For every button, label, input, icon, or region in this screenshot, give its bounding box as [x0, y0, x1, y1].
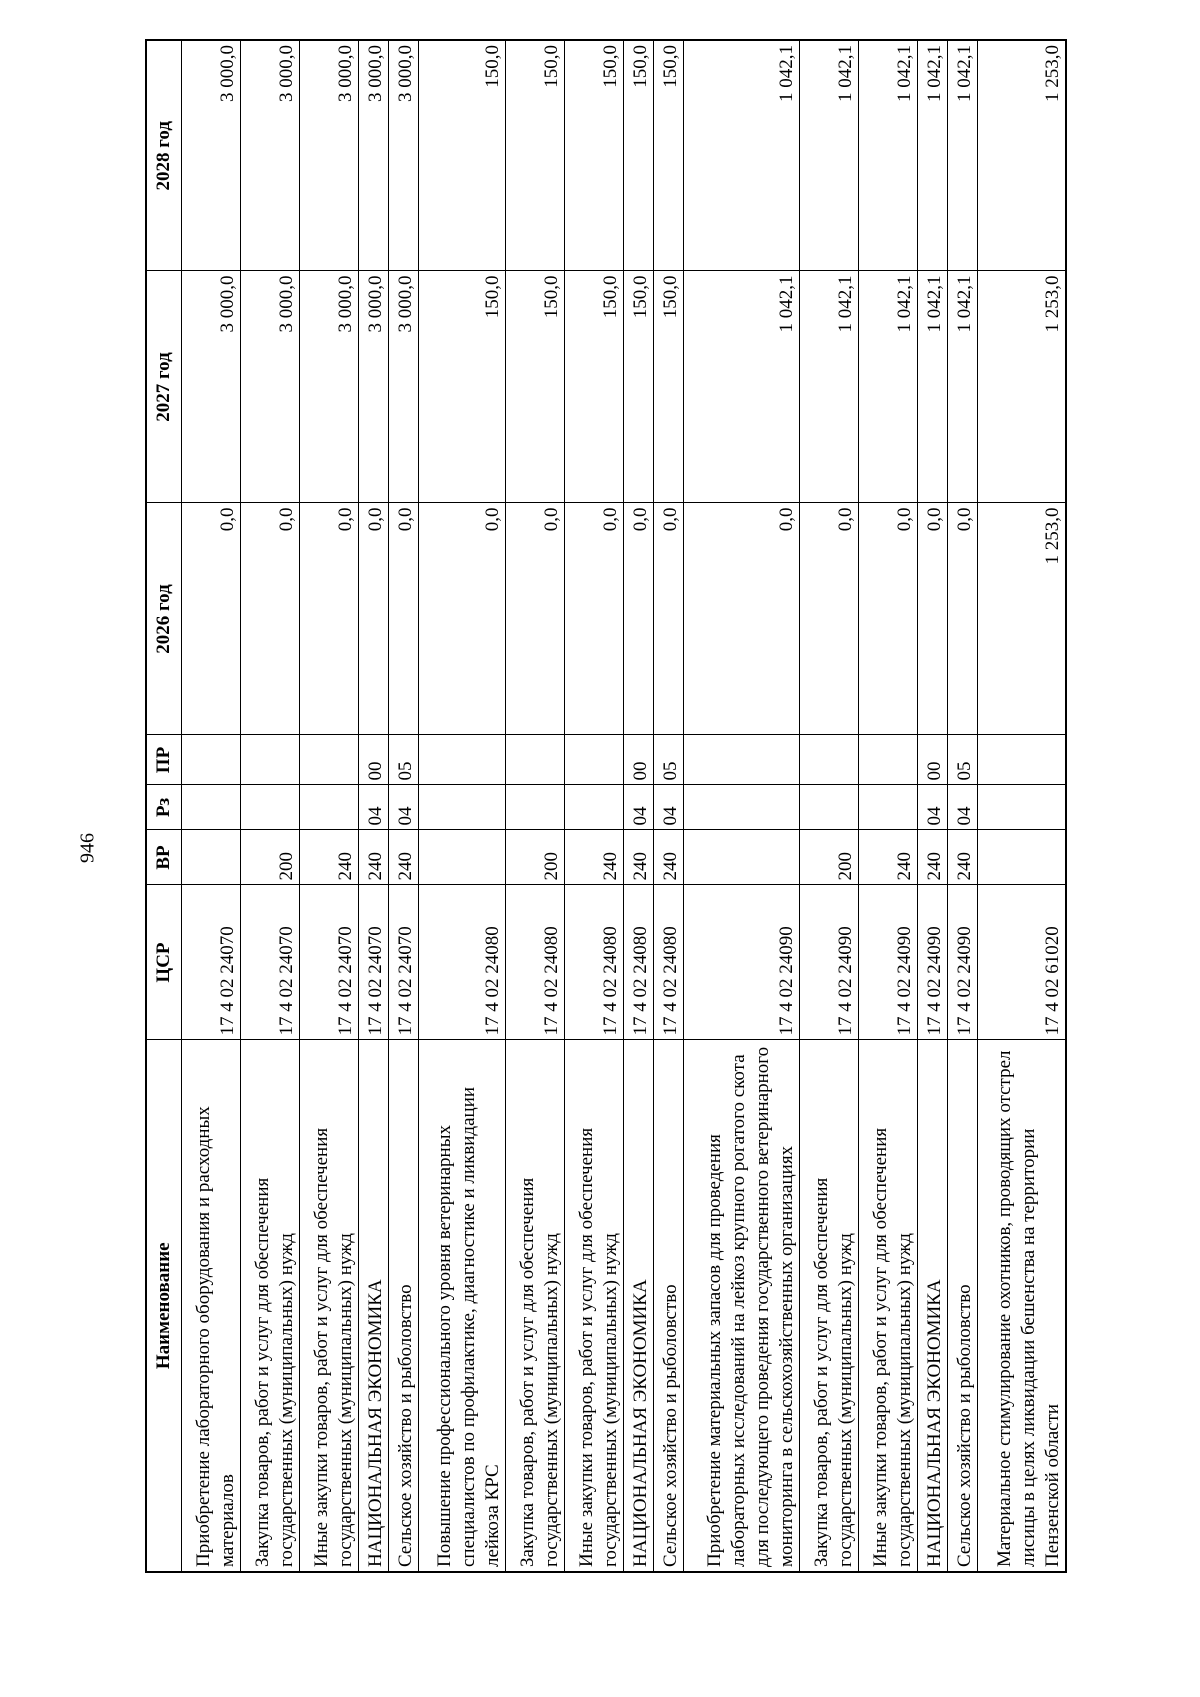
row-2026: 0,0 [859, 503, 918, 735]
row-rz [299, 785, 358, 830]
row-pr: 05 [948, 735, 978, 785]
row-2028: 150,0 [506, 40, 565, 271]
row-name: НАЦИОНАЛЬНАЯ ЭКОНОМИКА [358, 1040, 388, 1572]
row-pr: 05 [388, 735, 418, 785]
row-pr [299, 735, 358, 785]
row-name: Приобретение лабораторного оборудования и расходных материалов [182, 1040, 241, 1572]
row-name: Иные закупки товаров, работ и услуг для обеспечения государственных (муниципальных) нужд [299, 1040, 358, 1572]
row-pr [418, 735, 506, 785]
row-2026: 0,0 [653, 503, 683, 735]
row-name: Иные закупки товаров, работ и услуг для обеспечения государственных (муниципальных) нужд [565, 1040, 624, 1572]
table-row [565, 40, 624, 1572]
row-2027: 1 042,1 [918, 271, 948, 503]
row-2027: 150,0 [653, 271, 683, 503]
row-rz: 04 [388, 785, 418, 830]
row-vr [418, 830, 506, 885]
row-2027: 1 042,1 [800, 271, 859, 503]
row-2028: 3 000,0 [182, 40, 241, 271]
row-name: НАЦИОНАЛЬНАЯ ЭКОНОМИКА [623, 1040, 653, 1572]
table-row [388, 40, 418, 1572]
row-2026: 0,0 [800, 503, 859, 735]
row-csr: 17 4 02 24070 [388, 885, 418, 1040]
row-2028: 150,0 [565, 40, 624, 271]
row-2028: 150,0 [418, 40, 506, 271]
row-2026: 0,0 [418, 503, 506, 735]
row-csr: 17 4 02 24080 [565, 885, 624, 1040]
table-row [506, 40, 565, 1572]
row-2028: 3 000,0 [299, 40, 358, 271]
row-csr: 17 4 02 24070 [358, 885, 388, 1040]
row-2027: 3 000,0 [358, 271, 388, 503]
row-name: Сельское хозяйство и рыболовство [948, 1040, 978, 1572]
row-rz [683, 785, 799, 830]
row-2026: 0,0 [918, 503, 948, 735]
row-2027: 150,0 [565, 271, 624, 503]
row-2027: 1 253,0 [978, 271, 1066, 503]
row-csr: 17 4 02 24090 [800, 885, 859, 1040]
row-2027: 3 000,0 [182, 271, 241, 503]
row-2028: 1 042,1 [683, 40, 799, 271]
row-vr: 240 [948, 830, 978, 885]
header-csr: ЦСР [146, 885, 182, 1040]
header-row [146, 40, 182, 1572]
table-row [918, 40, 948, 1572]
row-vr: 240 [299, 830, 358, 885]
row-2026: 0,0 [388, 503, 418, 735]
row-vr: 240 [623, 830, 653, 885]
row-csr: 17 4 02 24080 [623, 885, 653, 1040]
row-vr: 240 [918, 830, 948, 885]
header-2026: 2026 год [146, 503, 182, 735]
row-rz [978, 785, 1066, 830]
row-csr: 17 4 02 24070 [299, 885, 358, 1040]
row-pr: 00 [358, 735, 388, 785]
row-vr: 240 [388, 830, 418, 885]
row-name: Материальное стимулирование охотников, проводящих отстрел лисицы в целях ликвидации бешенства на территории Пензенской области [978, 1040, 1066, 1572]
row-vr: 240 [565, 830, 624, 885]
row-name: Повышение профессионального уровня ветеринарных специалистов по профилактике, диагностике и ликвидации лейкоза КРС [418, 1040, 506, 1572]
row-2028: 150,0 [653, 40, 683, 271]
row-2027: 1 042,1 [948, 271, 978, 503]
row-pr [978, 735, 1066, 785]
table-row [978, 40, 1066, 1572]
table-row [948, 40, 978, 1572]
row-rz [506, 785, 565, 830]
row-csr: 17 4 02 24080 [653, 885, 683, 1040]
row-vr: 240 [358, 830, 388, 885]
header-2027: 2027 год [146, 271, 182, 503]
budget-table [145, 39, 1067, 1573]
row-name: Закупка товаров, работ и услуг для обеспечения государственных (муниципальных) нужд [506, 1040, 565, 1572]
row-2027: 1 042,1 [683, 271, 799, 503]
row-rz: 04 [918, 785, 948, 830]
table-row [240, 40, 299, 1572]
row-pr [859, 735, 918, 785]
row-2027: 150,0 [623, 271, 653, 503]
row-pr [182, 735, 241, 785]
row-pr [506, 735, 565, 785]
row-2028: 1 042,1 [859, 40, 918, 271]
row-2026: 0,0 [948, 503, 978, 735]
row-name: Закупка товаров, работ и услуг для обеспечения государственных (муниципальных) нужд [800, 1040, 859, 1572]
row-2028: 1 042,1 [800, 40, 859, 271]
header-name: Наименование [146, 1040, 182, 1572]
row-pr [565, 735, 624, 785]
table-row [683, 40, 799, 1572]
table-row [182, 40, 241, 1572]
table-row [623, 40, 653, 1572]
row-2026: 0,0 [299, 503, 358, 735]
row-name: Закупка товаров, работ и услуг для обеспечения государственных (муниципальных) нужд [240, 1040, 299, 1572]
row-2026: 0,0 [623, 503, 653, 735]
row-pr: 05 [653, 735, 683, 785]
row-2027: 3 000,0 [240, 271, 299, 503]
header-pr: ПР [146, 735, 182, 785]
table-row [299, 40, 358, 1572]
row-rz [565, 785, 624, 830]
row-pr [683, 735, 799, 785]
row-pr [240, 735, 299, 785]
row-2026: 0,0 [182, 503, 241, 735]
row-pr: 00 [918, 735, 948, 785]
row-csr: 17 4 02 61020 [978, 885, 1066, 1040]
row-vr: 240 [859, 830, 918, 885]
header-2028: 2028 год [146, 40, 182, 271]
row-rz [182, 785, 241, 830]
row-2027: 3 000,0 [388, 271, 418, 503]
row-csr: 17 4 02 24090 [948, 885, 978, 1040]
table-row [418, 40, 506, 1572]
row-rz [418, 785, 506, 830]
row-name: Сельское хозяйство и рыболовство [388, 1040, 418, 1572]
row-csr: 17 4 02 24090 [918, 885, 948, 1040]
row-rz [800, 785, 859, 830]
row-2028: 3 000,0 [388, 40, 418, 271]
header-vr: ВР [146, 830, 182, 885]
row-vr [978, 830, 1066, 885]
row-vr [683, 830, 799, 885]
row-name: НАЦИОНАЛЬНАЯ ЭКОНОМИКА [918, 1040, 948, 1572]
row-2026: 1 253,0 [978, 503, 1066, 735]
row-vr: 200 [240, 830, 299, 885]
row-rz: 04 [358, 785, 388, 830]
row-2027: 3 000,0 [299, 271, 358, 503]
row-csr: 17 4 02 24070 [182, 885, 241, 1040]
row-name: Сельское хозяйство и рыболовство [653, 1040, 683, 1572]
table-row [653, 40, 683, 1572]
row-rz: 04 [948, 785, 978, 830]
row-csr: 17 4 02 24070 [240, 885, 299, 1040]
row-name: Иные закупки товаров, работ и услуг для обеспечения государственных (муниципальных) нужд [859, 1040, 918, 1572]
row-2027: 1 042,1 [859, 271, 918, 503]
row-2028: 1 042,1 [918, 40, 948, 271]
rotated-table-container [145, 41, 1067, 1573]
row-rz [240, 785, 299, 830]
row-2028: 150,0 [623, 40, 653, 271]
row-vr [182, 830, 241, 885]
row-vr: 200 [800, 830, 859, 885]
table-row [800, 40, 859, 1572]
row-2028: 3 000,0 [358, 40, 388, 271]
header-rz: Рз [146, 785, 182, 830]
table-row [859, 40, 918, 1572]
row-2026: 0,0 [683, 503, 799, 735]
row-2027: 150,0 [418, 271, 506, 503]
row-csr: 17 4 02 24090 [859, 885, 918, 1040]
row-2028: 1 253,0 [978, 40, 1066, 271]
row-pr: 00 [623, 735, 653, 785]
row-vr: 200 [506, 830, 565, 885]
row-2028: 3 000,0 [240, 40, 299, 271]
row-csr: 17 4 02 24080 [506, 885, 565, 1040]
row-rz [859, 785, 918, 830]
table-row [358, 40, 388, 1572]
row-2027: 150,0 [506, 271, 565, 503]
row-csr: 17 4 02 24090 [683, 885, 799, 1040]
row-csr: 17 4 02 24080 [418, 885, 506, 1040]
row-pr [800, 735, 859, 785]
row-2026: 0,0 [240, 503, 299, 735]
row-2026: 0,0 [358, 503, 388, 735]
row-rz: 04 [653, 785, 683, 830]
row-name: Приобретение материальных запасов для проведения лабораторных исследований на лейкоз крупного рогатого скота для последующего проведения государственного ветеринарного мониторинга в сельскохозяйственных организациях [683, 1040, 799, 1572]
row-2028: 1 042,1 [948, 40, 978, 271]
row-rz: 04 [623, 785, 653, 830]
page-number: 946 [76, 833, 99, 863]
row-2026: 0,0 [565, 503, 624, 735]
row-vr: 240 [653, 830, 683, 885]
row-2026: 0,0 [506, 503, 565, 735]
